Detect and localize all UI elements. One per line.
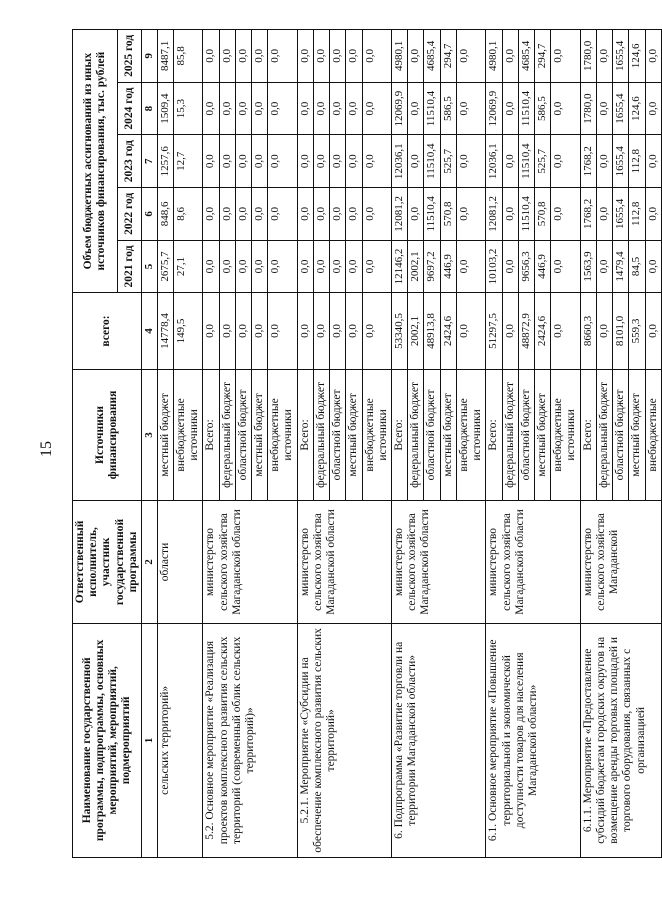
year-value-cell: 0,0 xyxy=(502,240,518,293)
total-value-cell: 8101,0 xyxy=(613,293,629,369)
header-row-1 xyxy=(73,30,118,858)
year-value-cell: 1509,4 xyxy=(157,82,173,135)
year-value-cell: 446,9 xyxy=(440,240,456,293)
column-index: 9 xyxy=(142,30,158,83)
year-value-cell: 0,0 xyxy=(362,135,391,188)
year-value-cell: 0,0 xyxy=(502,188,518,241)
year-value-cell: 0,0 xyxy=(346,82,362,135)
column-index: 3 xyxy=(142,369,158,501)
year-value-cell: 446,9 xyxy=(534,240,550,293)
year-value-cell: 0,0 xyxy=(502,30,518,83)
year-value-cell: 0,0 xyxy=(502,82,518,135)
year-value-cell: 0,0 xyxy=(456,188,485,241)
year-value-cell: 0,0 xyxy=(235,82,251,135)
year-value-cell: 0,0 xyxy=(596,30,612,83)
page-number: 15 xyxy=(38,441,55,457)
year-value-cell: 0,0 xyxy=(362,82,391,135)
year-value-cell: 0,0 xyxy=(408,30,424,83)
header-year: 2024 год xyxy=(117,82,142,135)
funding-source-cell: областной бюджет xyxy=(424,369,440,501)
column-index: 6 xyxy=(142,188,158,241)
year-value-cell: 1257,6 xyxy=(157,135,173,188)
year-value-cell: 11510,4 xyxy=(518,188,534,241)
year-value-cell: 27,1 xyxy=(173,240,202,293)
year-value-cell: 294,7 xyxy=(534,30,550,83)
year-value-cell: 85,8 xyxy=(173,30,202,83)
year-value-cell: 0,0 xyxy=(252,30,268,83)
year-value-cell: 0,0 xyxy=(330,30,346,83)
column-index: 8 xyxy=(142,82,158,135)
year-value-cell: 1780,0 xyxy=(580,30,596,83)
year-value-cell: 0,0 xyxy=(330,82,346,135)
year-value-cell: 1655,4 xyxy=(613,188,629,241)
year-value-cell: 525,7 xyxy=(440,135,456,188)
year-value-cell: 4980,1 xyxy=(486,30,502,83)
funding-source-cell: местный бюджет xyxy=(252,369,268,501)
program-name-cell: 5.2.1. Мероприятие «Субсидии на обеспечение комплексного развития сельских территорий» xyxy=(297,623,391,857)
year-value-cell: 4685,4 xyxy=(424,30,440,83)
total-value-cell: 0,0 xyxy=(645,293,661,369)
year-value-cell: 0,0 xyxy=(408,82,424,135)
year-value-cell: 12081,2 xyxy=(486,188,502,241)
funding-source-cell: Всего: xyxy=(486,369,502,501)
column-index: 5 xyxy=(142,240,158,293)
year-value-cell: 0,0 xyxy=(408,135,424,188)
total-value-cell: 8660,3 xyxy=(580,293,596,369)
year-value-cell: 0,0 xyxy=(330,188,346,241)
year-value-cell: 0,0 xyxy=(346,240,362,293)
table-row xyxy=(157,30,173,858)
total-value-cell: 2002,1 xyxy=(408,293,424,369)
table-row xyxy=(392,30,408,858)
funding-source-cell: федеральный бюджет xyxy=(596,369,612,501)
year-value-cell: 124,6 xyxy=(629,30,645,83)
total-value-cell: 48913,8 xyxy=(424,293,440,369)
year-value-cell: 0,0 xyxy=(219,188,235,241)
year-value-cell: 9656,3 xyxy=(518,240,534,293)
year-value-cell: 12036,1 xyxy=(392,135,408,188)
total-value-cell: 0,0 xyxy=(252,293,268,369)
year-value-cell: 1563,9 xyxy=(580,240,596,293)
year-value-cell: 0,0 xyxy=(297,82,313,135)
year-value-cell: 0,0 xyxy=(297,240,313,293)
year-value-cell: 0,0 xyxy=(252,82,268,135)
year-value-cell: 12,7 xyxy=(173,135,202,188)
column-index: 4 xyxy=(142,293,158,369)
total-value-cell: 149,5 xyxy=(173,293,202,369)
table-row xyxy=(203,30,219,858)
year-value-cell: 0,0 xyxy=(268,82,297,135)
table-row xyxy=(486,30,502,858)
year-value-cell: 0,0 xyxy=(596,240,612,293)
total-value-cell: 53340,5 xyxy=(392,293,408,369)
year-value-cell: 0,0 xyxy=(297,30,313,83)
year-value-cell: 0,0 xyxy=(362,30,391,83)
year-value-cell: 0,0 xyxy=(456,30,485,83)
year-value-cell: 0,0 xyxy=(219,240,235,293)
executor-cell: министерство сельского хозяйства Магаданской области xyxy=(297,501,391,623)
year-value-cell: 0,0 xyxy=(551,188,580,241)
total-value-cell: 0,0 xyxy=(551,293,580,369)
year-value-cell: 0,0 xyxy=(551,82,580,135)
total-value-cell: 559,3 xyxy=(629,293,645,369)
year-value-cell: 0,0 xyxy=(203,135,219,188)
executor-cell: министерство сельского хозяйства Магаданской области xyxy=(392,501,486,623)
year-value-cell: 0,0 xyxy=(268,240,297,293)
year-value-cell: 1479,4 xyxy=(613,240,629,293)
executor-cell: области xyxy=(157,501,203,623)
program-name-cell: 6.1. Основное мероприятие «Повышение территориальной и экономической доступности товаров для населения Магаданской области» xyxy=(486,623,580,857)
year-value-cell: 84,5 xyxy=(629,240,645,293)
year-value-cell: 11510,4 xyxy=(424,82,440,135)
year-value-cell: 0,0 xyxy=(252,240,268,293)
program-name-cell: 5.2. Основное мероприятие «Реализация проектов комплексного развития сельских территорий (современный облик сельских территорий)» xyxy=(203,623,297,857)
year-value-cell: 11510,4 xyxy=(424,135,440,188)
year-value-cell: 525,7 xyxy=(534,135,550,188)
funding-source-cell: Всего: xyxy=(203,369,219,501)
header-source: Источники финансирования xyxy=(73,369,142,501)
total-value-cell: 0,0 xyxy=(235,293,251,369)
year-value-cell: 0,0 xyxy=(313,82,329,135)
year-value-cell: 0,0 xyxy=(313,188,329,241)
year-value-cell: 0,0 xyxy=(313,30,329,83)
header-total: всего: xyxy=(73,293,142,369)
year-value-cell: 570,8 xyxy=(440,188,456,241)
funding-source-cell: местный бюджет xyxy=(157,369,173,501)
table-body xyxy=(157,30,661,858)
executor-cell: министерство сельского хозяйства Магаданской области xyxy=(486,501,580,623)
year-value-cell: 0,0 xyxy=(645,30,661,83)
funding-source-cell: внебюджетные источники xyxy=(268,369,297,501)
year-value-cell: 0,0 xyxy=(268,188,297,241)
year-value-cell: 0,0 xyxy=(268,135,297,188)
total-value-cell: 14778,4 xyxy=(157,293,173,369)
year-value-cell: 0,0 xyxy=(203,240,219,293)
total-value-cell: 48872,9 xyxy=(518,293,534,369)
header-year: 2023 год xyxy=(117,135,142,188)
funding-source-cell: внебюджетные источники xyxy=(551,369,580,501)
year-value-cell: 0,0 xyxy=(219,135,235,188)
year-value-cell: 12081,2 xyxy=(392,188,408,241)
year-value-cell: 0,0 xyxy=(551,30,580,83)
executor-cell: министерство сельского хозяйства Магаданской xyxy=(580,501,661,623)
header-year: 2022 год xyxy=(117,188,142,241)
year-value-cell: 12146,2 xyxy=(392,240,408,293)
year-value-cell: 11510,4 xyxy=(518,82,534,135)
year-value-cell: 15,3 xyxy=(173,82,202,135)
total-value-cell: 0,0 xyxy=(219,293,235,369)
year-value-cell: 0,0 xyxy=(330,240,346,293)
year-value-cell: 0,0 xyxy=(551,240,580,293)
year-value-cell: 12069,9 xyxy=(392,82,408,135)
year-value-cell: 12036,1 xyxy=(486,135,502,188)
funding-source-cell: федеральный бюджет xyxy=(502,369,518,501)
funding-source-cell: Всего: xyxy=(580,369,596,501)
year-value-cell: 2002,1 xyxy=(408,240,424,293)
year-value-cell: 0,0 xyxy=(235,135,251,188)
year-value-cell: 0,0 xyxy=(596,82,612,135)
year-value-cell: 0,0 xyxy=(235,188,251,241)
header-volume: Объем бюджетных ассигнований из иных источников финансирования, тыс. рублей xyxy=(73,30,118,293)
year-value-cell: 570,8 xyxy=(534,188,550,241)
year-value-cell: 0,0 xyxy=(502,135,518,188)
header-year: 2025 год xyxy=(117,30,142,83)
year-value-cell: 124,6 xyxy=(629,82,645,135)
year-value-cell: 0,0 xyxy=(645,240,661,293)
year-value-cell: 0,0 xyxy=(203,188,219,241)
year-value-cell: 0,0 xyxy=(596,188,612,241)
program-name-cell: 6. Подпрограмма «Развитие торговли на территории Магаданской области» xyxy=(392,623,486,857)
funding-source-cell: федеральный бюджет xyxy=(313,369,329,501)
year-value-cell: 0,0 xyxy=(456,135,485,188)
column-index: 7 xyxy=(142,135,158,188)
year-value-cell: 0,0 xyxy=(313,240,329,293)
funding-source-cell: местный бюджет xyxy=(534,369,550,501)
year-value-cell: 0,0 xyxy=(551,135,580,188)
year-value-cell: 0,0 xyxy=(362,240,391,293)
year-value-cell: 0,0 xyxy=(313,135,329,188)
table-row xyxy=(297,30,313,858)
year-value-cell: 0,0 xyxy=(203,82,219,135)
year-value-cell: 10103,2 xyxy=(486,240,502,293)
funding-source-cell: местный бюджет xyxy=(440,369,456,501)
funding-source-cell: местный бюджет xyxy=(346,369,362,501)
funding-source-cell: федеральный бюджет xyxy=(408,369,424,501)
year-value-cell: 1655,4 xyxy=(613,30,629,83)
funding-source-cell: областной бюджет xyxy=(235,369,251,501)
year-value-cell: 1655,4 xyxy=(613,135,629,188)
year-value-cell: 1655,4 xyxy=(613,82,629,135)
header-executor: Ответственный исполнитель, участник государственной программы xyxy=(73,501,142,623)
funding-source-cell: внебюджетные xyxy=(645,369,661,501)
year-value-cell: 0,0 xyxy=(645,82,661,135)
program-name-cell: сельских территорий» xyxy=(157,623,203,857)
year-value-cell: 0,0 xyxy=(203,30,219,83)
year-value-cell: 586,5 xyxy=(534,82,550,135)
total-value-cell: 0,0 xyxy=(313,293,329,369)
year-value-cell: 0,0 xyxy=(219,30,235,83)
column-index: 1 xyxy=(142,623,158,857)
year-value-cell: 0,0 xyxy=(219,82,235,135)
header-year: 2021 год xyxy=(117,240,142,293)
funding-source-cell: внебюджетные источники xyxy=(362,369,391,501)
year-value-cell: 0,0 xyxy=(235,240,251,293)
total-value-cell: 0,0 xyxy=(596,293,612,369)
year-value-cell: 0,0 xyxy=(268,30,297,83)
column-index-row xyxy=(142,30,158,858)
total-value-cell: 0,0 xyxy=(456,293,485,369)
funding-source-cell: Всего: xyxy=(392,369,408,501)
year-value-cell: 9697,2 xyxy=(424,240,440,293)
year-value-cell: 12069,9 xyxy=(486,82,502,135)
column-index: 2 xyxy=(142,501,158,623)
year-value-cell: 0,0 xyxy=(408,188,424,241)
year-value-cell: 4685,4 xyxy=(518,30,534,83)
total-value-cell: 0,0 xyxy=(362,293,391,369)
year-value-cell: 0,0 xyxy=(596,135,612,188)
funding-source-cell: местный бюджет xyxy=(629,369,645,501)
year-value-cell: 0,0 xyxy=(456,240,485,293)
table-row xyxy=(580,30,596,858)
funding-source-cell: областной бюджет xyxy=(518,369,534,501)
year-value-cell: 0,0 xyxy=(346,188,362,241)
year-value-cell: 112,8 xyxy=(629,135,645,188)
year-value-cell: 0,0 xyxy=(330,135,346,188)
funding-source-cell: областной бюджет xyxy=(613,369,629,501)
total-value-cell: 0,0 xyxy=(203,293,219,369)
year-value-cell: 1768,2 xyxy=(580,135,596,188)
year-value-cell: 848,6 xyxy=(157,188,173,241)
year-value-cell: 1780,0 xyxy=(580,82,596,135)
year-value-cell: 2675,7 xyxy=(157,240,173,293)
funding-source-cell: внебюджетные источники xyxy=(456,369,485,501)
total-value-cell: 0,0 xyxy=(346,293,362,369)
total-value-cell: 51297,5 xyxy=(486,293,502,369)
total-value-cell: 2424,6 xyxy=(440,293,456,369)
year-value-cell: 294,7 xyxy=(440,30,456,83)
year-value-cell: 0,0 xyxy=(456,82,485,135)
year-value-cell: 0,0 xyxy=(297,188,313,241)
year-value-cell: 1768,2 xyxy=(580,188,596,241)
budget-table xyxy=(72,29,662,858)
year-value-cell: 8,6 xyxy=(173,188,202,241)
year-value-cell: 0,0 xyxy=(645,135,661,188)
total-value-cell: 2424,6 xyxy=(534,293,550,369)
year-value-cell: 0,0 xyxy=(252,188,268,241)
total-value-cell: 0,0 xyxy=(502,293,518,369)
year-value-cell: 8487,1 xyxy=(157,30,173,83)
executor-cell: министерство сельского хозяйства Магаданской области xyxy=(203,501,297,623)
year-value-cell: 4980,1 xyxy=(392,30,408,83)
funding-source-cell: федеральный бюджет xyxy=(219,369,235,501)
program-name-cell: 6.1.1. Мероприятие «Предоставление субсидий бюджетам городских округов на возмещение аренды торговых площадей и торгового оборудования, связанных с организацией xyxy=(580,623,661,857)
year-value-cell: 11510,4 xyxy=(518,135,534,188)
year-value-cell: 0,0 xyxy=(346,30,362,83)
year-value-cell: 0,0 xyxy=(645,188,661,241)
year-value-cell: 0,0 xyxy=(235,30,251,83)
total-value-cell: 0,0 xyxy=(330,293,346,369)
total-value-cell: 0,0 xyxy=(297,293,313,369)
year-value-cell: 0,0 xyxy=(252,135,268,188)
header-name: Наименование государственной программы, подпрограммы, основных мероприятий, мероприятий, подмероприятий xyxy=(73,623,142,857)
funding-source-cell: Всего: xyxy=(297,369,313,501)
total-value-cell: 0,0 xyxy=(268,293,297,369)
year-value-cell: 0,0 xyxy=(346,135,362,188)
year-value-cell: 11510,4 xyxy=(424,188,440,241)
funding-source-cell: внебюджетные источники xyxy=(173,369,202,501)
year-value-cell: 0,0 xyxy=(362,188,391,241)
funding-source-cell: областной бюджет xyxy=(330,369,346,501)
year-value-cell: 112,8 xyxy=(629,188,645,241)
year-value-cell: 0,0 xyxy=(297,135,313,188)
year-value-cell: 586,5 xyxy=(440,82,456,135)
